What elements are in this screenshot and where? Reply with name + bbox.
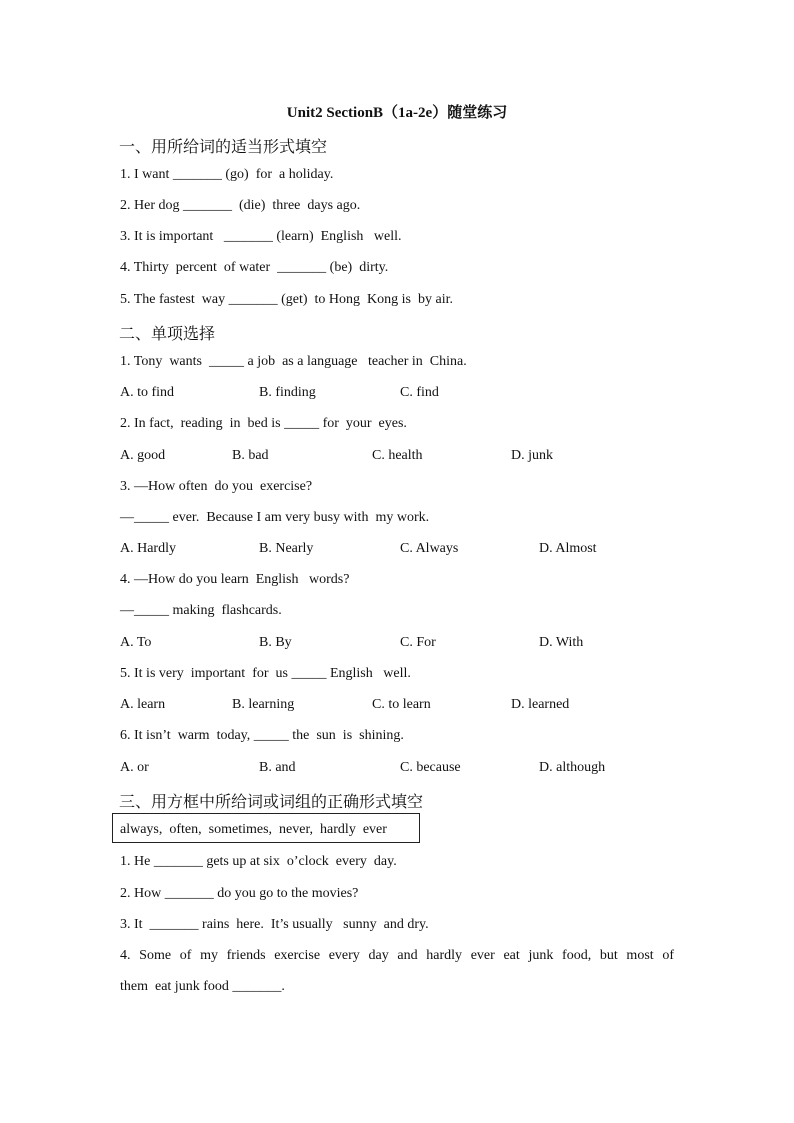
fill-item-4: 4. Thirty percent of water _______ (be) dirty. xyxy=(120,260,389,275)
mc-q5-option-a: A. learn xyxy=(120,697,166,712)
fill-item-2: 2. Her dog _______ (die) three days ago. xyxy=(120,198,361,213)
mc-q6-option-a: A. or xyxy=(120,760,149,775)
fill-item-5: 5. The fastest way _______ (get) to Hong Kong is by air. xyxy=(120,292,453,307)
mc-q4-option-b: B. By xyxy=(259,635,292,650)
box-fill-item-3: 3. It _______ rains here. It’s usually sunny and dry. xyxy=(120,917,429,932)
section2-heading: 二、单项选择 xyxy=(119,324,216,343)
word-box: always, often, sometimes, never, hardly ever xyxy=(112,813,420,843)
mc-q6-option-d: D. although xyxy=(539,760,606,775)
mc-q3-option-c: C. Always xyxy=(400,541,459,556)
mc-q3-option-b: B. Nearly xyxy=(259,541,314,556)
mc-q4-option-d: D. With xyxy=(539,635,584,650)
mc-q5-option-c: C. to learn xyxy=(372,697,431,712)
mc-q5-option-b: B. learning xyxy=(232,697,295,712)
section3-heading: 三、用方框中所给词或词组的正确形式填空 xyxy=(119,792,424,811)
box-fill-item-2: 2. How _______ do you go to the movies? xyxy=(120,886,359,901)
mc-question-2: 2. In fact, reading in bed is _____ for your eyes. xyxy=(120,416,407,431)
box-fill-item-1: 1. He _______ gets up at six o’clock every day. xyxy=(120,854,397,869)
mc-q4-option-a: A. To xyxy=(120,635,152,650)
mc-q1-option-a: A. to find xyxy=(120,385,175,400)
mc-question-4-answer-line: —_____ making flashcards. xyxy=(120,603,282,618)
mc-q2-option-b: B. bad xyxy=(232,448,269,463)
section1-heading: 一、用所给词的适当形式填空 xyxy=(119,137,328,156)
fill-item-3: 3. It is important _______ (learn) English well. xyxy=(120,229,402,244)
mc-q6-option-b: B. and xyxy=(259,760,296,775)
mc-question-3-answer-line: —_____ ever. Because I am very busy with my work. xyxy=(120,510,430,525)
mc-question-1: 1. Tony wants _____ a job as a language teacher in China. xyxy=(120,354,467,369)
fill-item-1: 1. I want _______ (go) for a holiday. xyxy=(120,167,334,182)
mc-q2-option-a: A. good xyxy=(120,448,166,463)
mc-q2-option-c: C. health xyxy=(372,448,423,463)
mc-question-3: 3. —How often do you exercise? xyxy=(120,479,313,494)
box-fill-item-4: 4. Some of my friends exercise every day and hardly ever eat junk food, but most of xyxy=(120,948,674,963)
mc-question-4: 4. —How do you learn English words? xyxy=(120,572,350,587)
mc-q2-option-d: D. junk xyxy=(511,448,553,463)
mc-q4-option-c: C. For xyxy=(400,635,436,650)
box-fill-item-4-continued: them eat junk food _______. xyxy=(120,979,285,994)
mc-question-6: 6. It isn’t warm today, _____ the sun is shining. xyxy=(120,728,404,743)
mc-question-5: 5. It is very important for us _____ English well. xyxy=(120,666,411,681)
page-title: Unit2 SectionB（1a-2e）随堂练习 xyxy=(286,105,508,121)
mc-q1-option-c: C. find xyxy=(400,385,439,400)
mc-q3-option-d: D. Almost xyxy=(539,541,597,556)
mc-q5-option-d: D. learned xyxy=(511,697,570,712)
mc-q1-option-b: B. finding xyxy=(259,385,316,400)
mc-q3-option-a: A. Hardly xyxy=(120,541,176,556)
mc-q6-option-c: C. because xyxy=(400,760,461,775)
